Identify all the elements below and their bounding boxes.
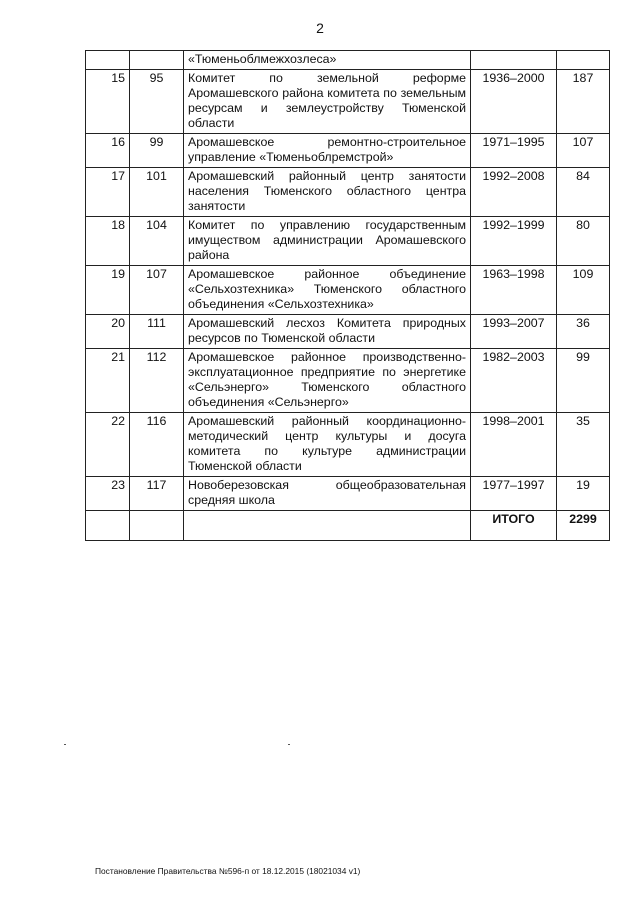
cell-fund-number: 99 <box>130 134 184 168</box>
cell-fund-number <box>130 51 184 70</box>
cell-fund-number: 111 <box>130 315 184 349</box>
cell-fund-name: Комитет по земельной реформе Аромашевского района комитета по земельным ресурсам и землеустройству Тюменской области <box>184 70 471 134</box>
cell-fund-name: Аромашевский лесхоз Комитета природных ресурсов по Тюменской области <box>184 315 471 349</box>
cell-years: 1977–1997 <box>471 477 557 511</box>
cell-number: 18 <box>86 217 130 266</box>
cell-years: 1971–1995 <box>471 134 557 168</box>
page-number: 2 <box>316 20 324 36</box>
cell-count: 107 <box>557 134 610 168</box>
cell-fund-number: 95 <box>130 70 184 134</box>
cell-count: 109 <box>557 266 610 315</box>
table-row <box>86 134 610 168</box>
cell-years: 1998–2001 <box>471 413 557 477</box>
cell-fund-number: 104 <box>130 217 184 266</box>
cell-fund-number: 101 <box>130 168 184 217</box>
cell-fund-name: Аромашевский районный центр занятости населения Тюменского областного центра занятости <box>184 168 471 217</box>
cell-fund-name: «Тюменьоблмежхозлеса» <box>184 51 471 70</box>
cell-years: 1993–2007 <box>471 315 557 349</box>
table-row <box>86 349 610 413</box>
table-row-continued <box>86 51 610 70</box>
cell-number: 20 <box>86 315 130 349</box>
cell-number: 21 <box>86 349 130 413</box>
table-row <box>86 168 610 217</box>
scan-speck <box>64 744 66 745</box>
archive-funds-table <box>85 50 610 541</box>
cell-fund-number <box>130 511 184 541</box>
table-row <box>86 266 610 315</box>
scan-speck <box>288 744 290 745</box>
cell-years: 1992–2008 <box>471 168 557 217</box>
cell-fund-number: 117 <box>130 477 184 511</box>
cell-years: 1992–1999 <box>471 217 557 266</box>
table-row <box>86 217 610 266</box>
cell-fund-name <box>184 511 471 541</box>
cell-count: 187 <box>557 70 610 134</box>
cell-number <box>86 511 130 541</box>
cell-count: 84 <box>557 168 610 217</box>
table-total-row <box>86 511 610 541</box>
cell-number <box>86 51 130 70</box>
table-row <box>86 413 610 477</box>
cell-fund-name: Комитет по управлению государственным имуществом администрации Аромашевского района <box>184 217 471 266</box>
cell-count: 36 <box>557 315 610 349</box>
cell-years: 1982–2003 <box>471 349 557 413</box>
cell-fund-number: 116 <box>130 413 184 477</box>
cell-count: 35 <box>557 413 610 477</box>
table-row <box>86 70 610 134</box>
cell-number: 23 <box>86 477 130 511</box>
cell-count <box>557 51 610 70</box>
total-value: 2299 <box>557 511 610 541</box>
cell-count: 99 <box>557 349 610 413</box>
cell-fund-name: Аромашевское районное производственно-эксплуатационное предприятие по энергетике «Сельэнерго» Тюменского областного объединения «Сельэнерго» <box>184 349 471 413</box>
cell-fund-name: Новоберезовская общеобразовательная средняя школа <box>184 477 471 511</box>
cell-number: 16 <box>86 134 130 168</box>
table-row <box>86 477 610 511</box>
cell-count: 80 <box>557 217 610 266</box>
cell-fund-name: Аромашевский районный координационно-методический центр культуры и досуга комитета по культуре администрации Тюменской области <box>184 413 471 477</box>
table-row <box>86 315 610 349</box>
table-body <box>86 51 610 541</box>
cell-number: 19 <box>86 266 130 315</box>
cell-years: 1936–2000 <box>471 70 557 134</box>
cell-fund-name: Аромашевское районное объединение «Сельхозтехника» Тюменского областного объединения «Сельхозтехника» <box>184 266 471 315</box>
cell-number: 17 <box>86 168 130 217</box>
cell-years <box>471 51 557 70</box>
cell-count: 19 <box>557 477 610 511</box>
cell-number: 15 <box>86 70 130 134</box>
cell-fund-number: 107 <box>130 266 184 315</box>
footer-document-reference: Постановление Правительства №596-п от 18.12.2015 (18021034 v1) <box>95 866 361 876</box>
cell-fund-name: Аромашевское ремонтно-строительное управление «Тюменьоблремстрой» <box>184 134 471 168</box>
total-label: ИТОГО <box>471 511 557 541</box>
cell-fund-number: 112 <box>130 349 184 413</box>
cell-number: 22 <box>86 413 130 477</box>
cell-years: 1963–1998 <box>471 266 557 315</box>
